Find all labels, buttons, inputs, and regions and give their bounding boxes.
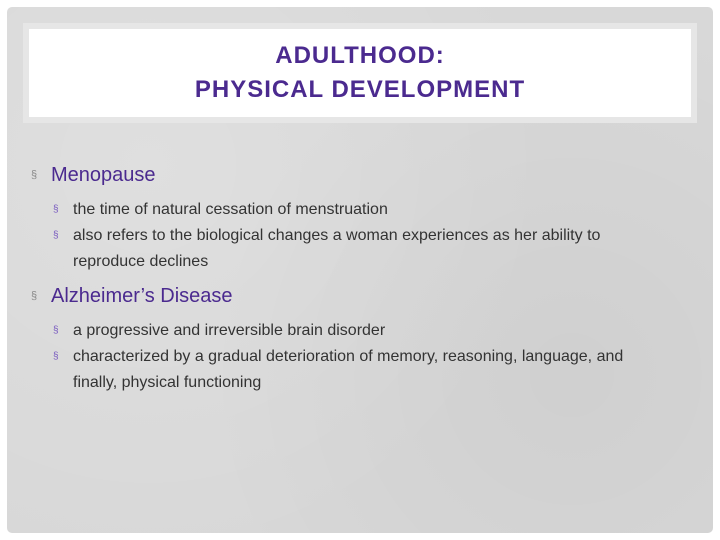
bullet-icon: § bbox=[53, 325, 59, 336]
sub-bullet-item bbox=[31, 223, 671, 275]
sub-bullet-text: a progressive and irreversible brain disorder bbox=[73, 322, 386, 339]
sub-bullet-text: also refers to the biological changes a woman experiences as her ability to reproduce declines bbox=[73, 227, 601, 270]
slide-content bbox=[31, 162, 671, 404]
bullet-icon: § bbox=[53, 230, 59, 241]
sub-bullet-list bbox=[31, 197, 671, 275]
topic-menopause bbox=[31, 162, 671, 275]
topic-heading-text: Menopause bbox=[51, 164, 156, 186]
slide bbox=[7, 7, 713, 533]
slide-title-line-1: ADULTHOOD: bbox=[275, 42, 445, 69]
title-inner bbox=[29, 29, 691, 117]
topic-heading bbox=[31, 162, 671, 191]
bullet-icon: § bbox=[31, 169, 38, 181]
sub-bullet-item bbox=[31, 318, 671, 344]
topic-alzheimers bbox=[31, 283, 671, 396]
sub-bullet-text: characterized by a gradual deterioration of memory, reasoning, language, and finally, physical functioning bbox=[73, 348, 624, 391]
slide-title-line-2: PHYSICAL DEVELOPMENT bbox=[194, 76, 526, 103]
sub-bullet-item bbox=[31, 197, 671, 223]
bullet-icon: § bbox=[31, 290, 38, 302]
bullet-icon: § bbox=[53, 204, 59, 215]
topic-heading-text: Alzheimer’s Disease bbox=[51, 285, 233, 307]
sub-bullet-list bbox=[31, 318, 671, 396]
sub-bullet-text: the time of natural cessation of menstruation bbox=[73, 201, 388, 218]
title-box bbox=[23, 23, 697, 123]
topic-heading bbox=[31, 283, 671, 312]
bullet-icon: § bbox=[53, 351, 59, 362]
sub-bullet-item bbox=[31, 344, 671, 396]
